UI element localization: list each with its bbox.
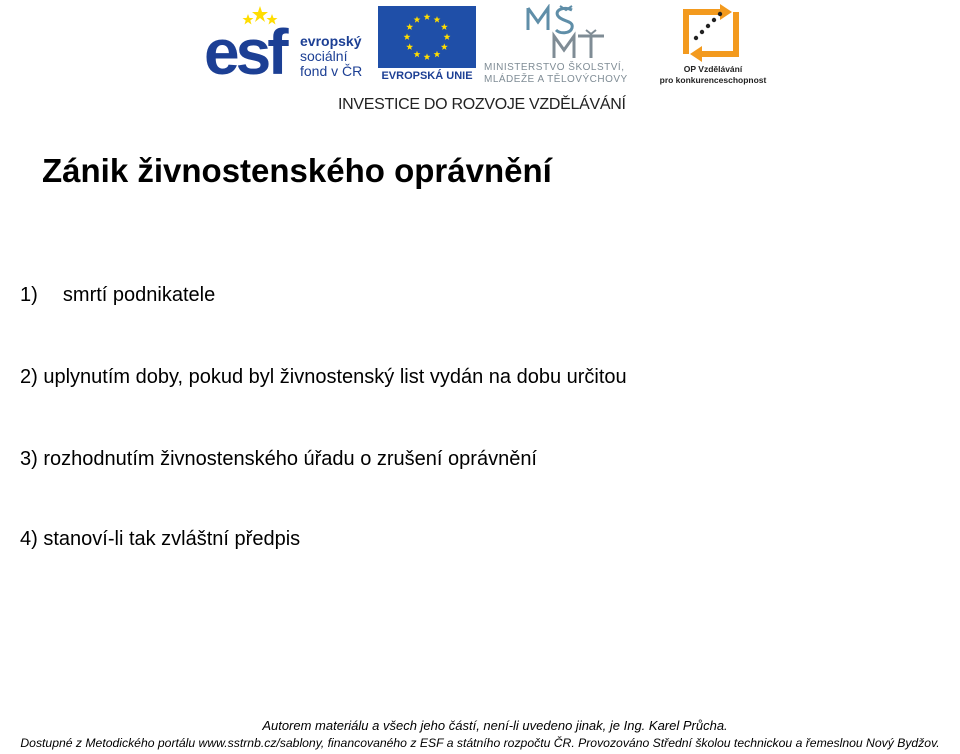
list-item-marker: 4) [20,528,38,550]
list-item [20,448,537,471]
esf-caption-line3: fond v ČR [300,63,363,79]
esf-wordmark: esf [204,16,285,88]
msmt-monogram-icon [524,4,608,60]
list-item-text: uplynutím doby, pokud byl živnostenský list vydán na dobu určitou [43,366,627,388]
msmt-logo [484,4,654,88]
eu-star-icon [444,33,451,40]
list-item [20,528,300,551]
list-item-marker: 2) [20,366,38,388]
eu-star-icon [424,13,431,20]
msmt-caption [484,62,654,86]
msmt-caption-line1: MINISTERSTVO ŠKOLSTVÍ, [484,62,625,73]
eu-label: EVROPSKÁ UNIE [381,70,473,82]
msmt-caption-line2: MLÁDEŽE A TĚLOVÝCHOVY [484,74,628,85]
list-item-marker: 3) [20,448,38,470]
list-item-text: stanoví-li tak zvláštní předpis [43,528,301,550]
esf-caption [300,34,362,79]
op-logo [658,4,768,88]
eu-star-icon [404,33,411,40]
op-arrows-icon [680,4,742,62]
logo-strip [0,0,960,120]
investment-banner: INVESTICE DO ROZVOJE VZDĚLÁVÁNÍ [338,96,626,113]
eu-star-icon [434,51,441,58]
eu-star-icon [406,43,413,50]
list-item [20,366,627,389]
eu-star-icon [424,53,431,60]
eu-star-icon [406,23,413,30]
esf-logo [204,4,374,86]
eu-star-icon [414,16,421,23]
esf-caption-line2: sociální [300,48,348,64]
eu-logo [378,6,476,86]
op-caption [658,64,768,86]
esf-caption-line1: evropský [300,33,362,49]
eu-star-icon [434,16,441,23]
op-caption-line1: OP Vzdělávání [683,64,743,74]
slide-title: Zánik živnostenského oprávnění [42,152,552,189]
list-item-text: smrtí podnikatele [62,284,216,306]
op-caption-line2: pro konkurenceschopnost [659,75,767,85]
eu-star-icon [441,43,448,50]
eu-star-icon [414,51,421,58]
list-item [20,284,215,307]
eu-star-icon [441,23,448,30]
footer-author: Autorem materiálu a všech jeho částí, není-li uvedeno jinak, je Ing. Karel Průcha. [262,718,728,733]
list-item-text: rozhodnutím živnostenského úřadu o zrušení oprávnění [43,448,537,470]
footer-source: Dostupné z Metodického portálu www.sstrnb.cz/sablony, financovaného z ESF a státního rozpočtu ČR. Provozováno Střední školou technickou a řemeslnou Nový Bydžov. [20,736,940,750]
list-item-marker: 1) [20,284,38,306]
eu-flag-icon [378,6,476,68]
